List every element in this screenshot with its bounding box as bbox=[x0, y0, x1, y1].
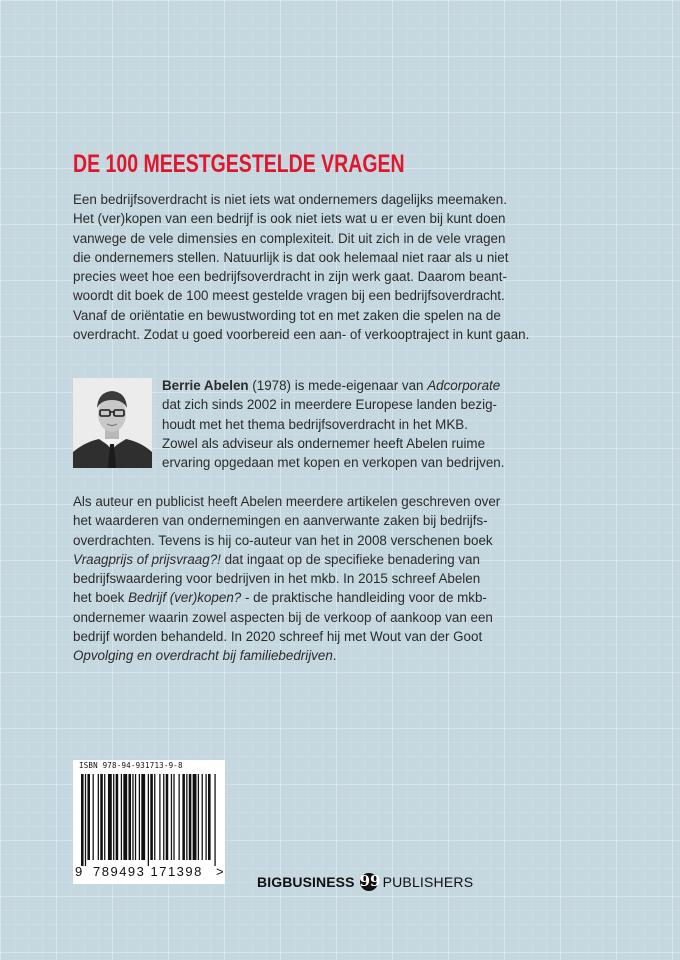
company-name: Adcorporate bbox=[427, 378, 501, 393]
barcode-bar bbox=[163, 774, 164, 860]
text-fragment: het boek bbox=[73, 590, 129, 606]
barcode-bar bbox=[182, 774, 185, 860]
barcode-bar bbox=[148, 774, 149, 866]
quote-icon bbox=[359, 872, 381, 891]
barcode-bar bbox=[205, 774, 206, 860]
text-line: Vanaf de oriëntatie en bewustwording tot en met zaken die spelen na de bbox=[73, 307, 501, 323]
text-fragment: dat ingaat op de specifieke benadering van bbox=[220, 551, 480, 567]
text-line: overdrachten. Tevens is hij co-auteur van het in 2008 verschenen boek bbox=[73, 532, 493, 548]
text-line bbox=[73, 646, 613, 665]
page-title: DE 100 MEESTGESTELDE VRAGEN bbox=[73, 150, 405, 178]
isbn-barcode bbox=[73, 760, 225, 884]
barcode-bar bbox=[98, 774, 99, 860]
barcode-bar bbox=[166, 774, 169, 860]
barcode-bar bbox=[113, 774, 114, 860]
text-line: bedrijf worden behandeld. In 2020 schreef hij met Wout van der Goot bbox=[73, 629, 483, 645]
barcode-bar bbox=[193, 774, 197, 860]
barcode-bar bbox=[208, 774, 211, 860]
text-line: precies weet hoe een bedrijfsoverdracht in zijn werk gaat. Daarom beant- bbox=[73, 269, 507, 285]
barcode-bar bbox=[121, 774, 122, 860]
barcode-bar bbox=[123, 774, 127, 860]
isbn-label: ISBN 978-94-931713-9-8 bbox=[79, 761, 183, 770]
ean-number: 789493 171398 bbox=[93, 864, 203, 879]
text-line: vanwege de vele dimensies en complexiteit. Dit uit zich in de vele vragen bbox=[73, 230, 506, 246]
text-fragment: - de praktische handleiding voor de mkb- bbox=[241, 590, 487, 606]
barcode-bar bbox=[87, 774, 90, 860]
text-line: die ondernemers stellen. Natuurlijk is dat ook helemaal niet raar als u niet bbox=[73, 249, 509, 265]
ean-first-digit: 9 bbox=[75, 864, 83, 879]
text-line: Als auteur en publicist heeft Abelen meerdere artikelen geschreven over bbox=[73, 494, 501, 509]
barcode-bar bbox=[128, 774, 131, 860]
author-photo bbox=[73, 378, 152, 468]
text-line: het waarderen van ondernemingen en aanverwante zaken bij bedrijfs- bbox=[73, 513, 488, 529]
barcode-bar bbox=[104, 774, 105, 860]
text-line: woordt dit boek de 100 meest gestelde vragen bij een bedrijfsoverdracht. bbox=[73, 288, 505, 304]
barcode-bar bbox=[132, 774, 133, 860]
barcode-bar bbox=[198, 774, 199, 860]
barcode-bar bbox=[189, 774, 192, 860]
book-title: Vraagprijs of prijsvraag?! bbox=[73, 551, 221, 567]
barcode-bar bbox=[85, 774, 86, 866]
text-line: Het (ver)kopen van een bedrijf is ook niet iets wat u er even bij kunt doen bbox=[73, 211, 506, 227]
text-fragment: (1978) is mede-eigenaar van bbox=[248, 378, 428, 393]
intro-paragraph bbox=[73, 190, 613, 344]
author-name: Berrie Abelen bbox=[162, 378, 249, 393]
barcode-bar bbox=[135, 774, 136, 860]
barcode-bar bbox=[171, 774, 172, 860]
publisher-name-bold: BIGBUSINESS bbox=[257, 874, 355, 890]
barcode-bar bbox=[81, 774, 84, 866]
text-line bbox=[73, 588, 613, 607]
publisher-name-light: PUBLISHERS bbox=[382, 874, 474, 890]
barcode-bar bbox=[139, 774, 140, 860]
text-line: ondernemer waarin zowel aspecten bij de verkoop of aankoop van een bbox=[73, 609, 493, 625]
barcode-bars bbox=[81, 774, 217, 866]
quote-glyph: 99 bbox=[359, 872, 381, 890]
text-line: ervaring opgedaan met kopen en verkopen van bedrijven. bbox=[162, 455, 505, 471]
barcode-bar bbox=[202, 774, 203, 860]
barcode-bar bbox=[159, 774, 160, 860]
book-title: Bedrijf (ver)kopen? bbox=[128, 590, 242, 606]
text-line: overdracht. Zodat u goed voorbereid een aan- of verkooptraject in kunt gaan. bbox=[73, 327, 530, 343]
barcode-bar bbox=[93, 774, 94, 860]
barcode-bar bbox=[154, 774, 155, 860]
ean-quiet-zone-arrow: > bbox=[216, 864, 224, 879]
barcode-bar bbox=[214, 774, 215, 866]
text-line bbox=[162, 376, 622, 395]
author-section bbox=[73, 376, 613, 471]
barcode-bar bbox=[100, 774, 103, 860]
author-bio bbox=[162, 376, 622, 472]
text-line bbox=[73, 550, 613, 569]
barcode-bar bbox=[108, 774, 112, 860]
barcode-bar bbox=[186, 774, 187, 860]
barcode-bar bbox=[150, 774, 153, 860]
barcode-bar bbox=[179, 774, 180, 860]
text-line: houdt met het thema bedrijfsoverdracht in het MKB. bbox=[162, 416, 468, 432]
text-fragment: . bbox=[332, 648, 337, 664]
text-line: Een bedrijfsoverdracht is niet iets wat ondernemers dagelijks meemaken. bbox=[73, 192, 507, 207]
text-line: dat zich sinds 2002 in meerdere Europese landen bezig- bbox=[162, 397, 497, 413]
author-publications-paragraph bbox=[73, 492, 613, 666]
book-title: Opvolging en overdracht bij familiebedrijven bbox=[73, 648, 333, 664]
barcode-bar bbox=[116, 774, 119, 860]
text-line: Zowel als adviseur als ondernemer heeft Abelen ruime bbox=[162, 435, 486, 451]
publisher-logo bbox=[257, 872, 473, 892]
text-line: bedrijfswaardering voor bedrijven in het mkb. In 2015 schreef Abelen bbox=[73, 571, 481, 587]
barcode-bar bbox=[173, 774, 174, 860]
barcode-bar bbox=[141, 774, 145, 860]
